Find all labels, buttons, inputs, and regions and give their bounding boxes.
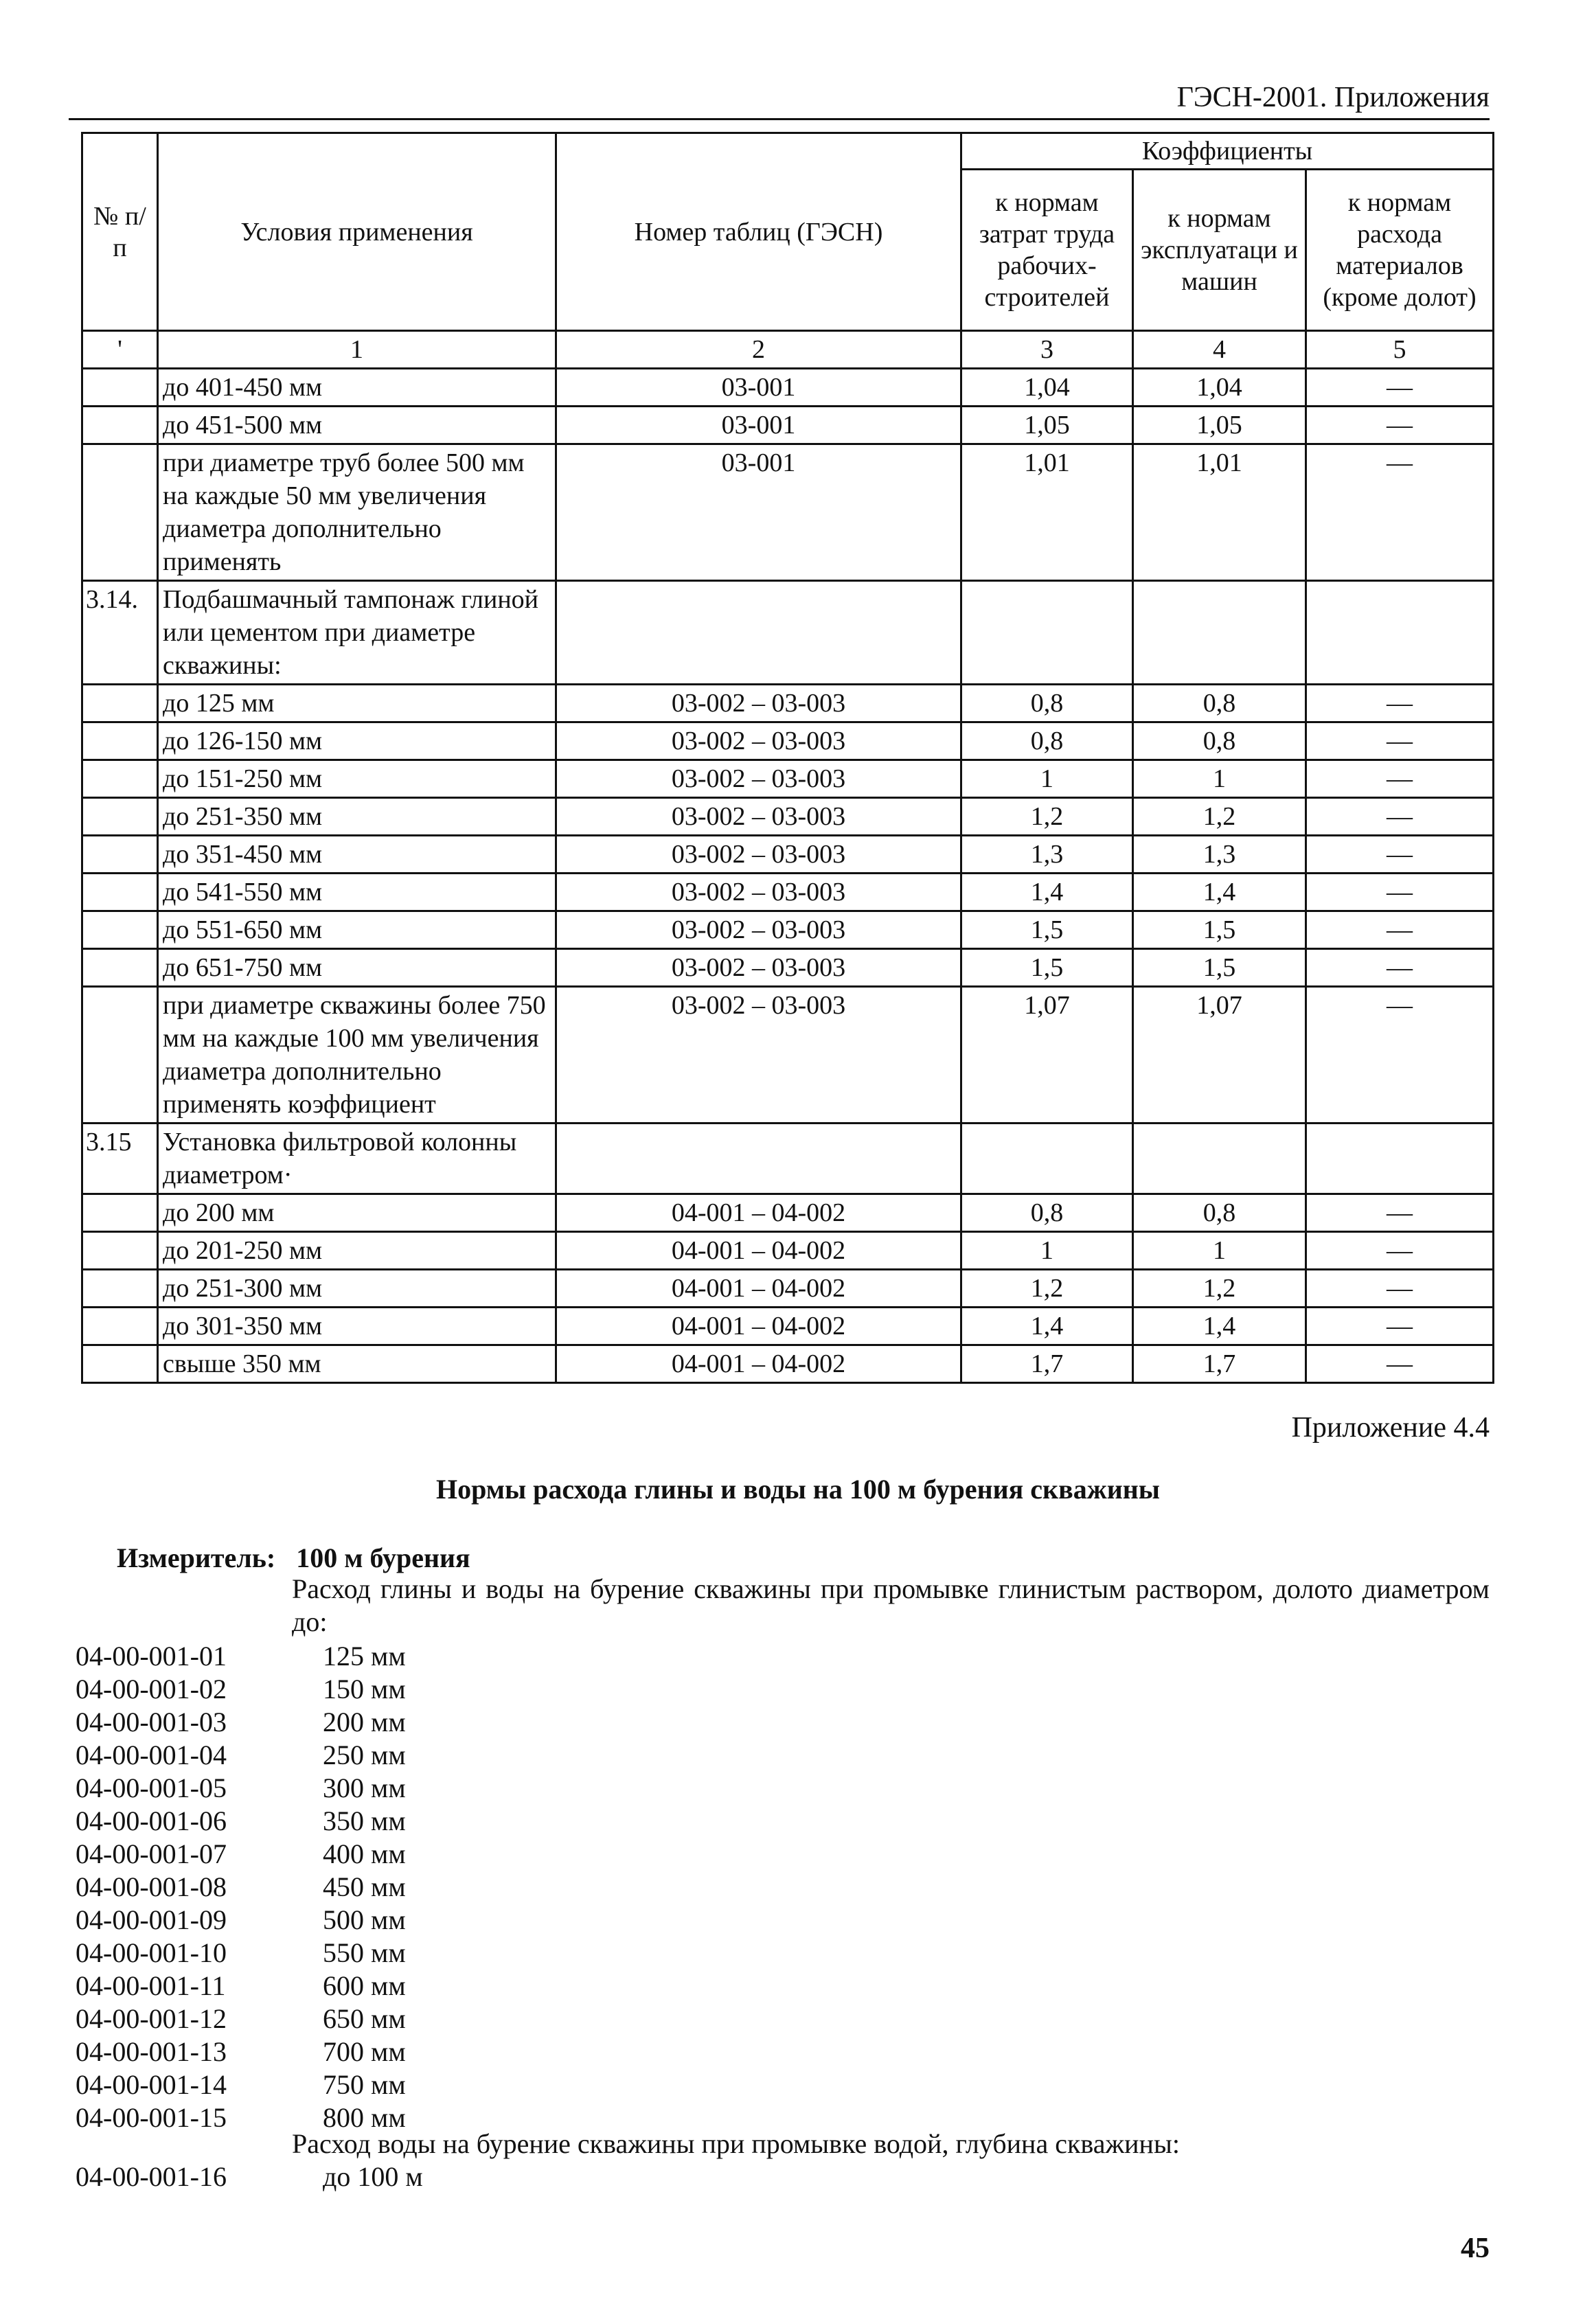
header-conditions: Условия применения [158,133,556,331]
page-number: 45 [1461,2233,1490,2264]
row-number [82,444,158,581]
row-labor-coef: 1,07 [961,987,1133,1124]
item-code: 04-00-001-05 [76,1772,227,1803]
item-value: 400 мм [323,1838,406,1869]
row-machine-coef: 0,8 [1133,722,1306,760]
table-row [82,1232,1494,1270]
row-material-coef: — [1306,760,1494,798]
row-labor-coef: 1,4 [961,1308,1133,1345]
row-condition: Установка фильтровой колонны диаметром· [158,1124,556,1194]
row-material-coef: — [1306,911,1494,949]
item-value: 800 мм [323,2102,406,2133]
code-list-item [76,1904,406,1937]
colnum-0: ' [82,331,158,369]
row-condition: до 251-300 мм [158,1270,556,1308]
row-condition: Подбашмачный тампонаж глиной или цементом при диаметре скважины: [158,581,556,685]
item-code: 04-00-001-14 [76,2069,227,2100]
row-number [82,1270,158,1308]
row-labor-coef [961,581,1133,685]
code-list-item [76,1673,406,1706]
row-number: 3.15 [82,1124,158,1194]
table-row [82,369,1494,407]
row-number [82,722,158,760]
row-condition: до 551-650 мм [158,911,556,949]
row-material-coef: — [1306,1308,1494,1345]
row-condition: до 301-350 мм [158,1308,556,1345]
table-row [82,722,1494,760]
code-list [76,1640,406,2134]
row-machine-coef [1133,581,1306,685]
table-row [82,1308,1494,1345]
row-material-coef: — [1306,444,1494,581]
item-code: 04-00-001-02 [76,1674,227,1704]
row-labor-coef [961,1124,1133,1194]
row-labor-coef: 1,5 [961,911,1133,949]
row-number [82,1232,158,1270]
row-condition: до 151-250 мм [158,760,556,798]
header-materials: к нормам расхода материалов (кроме долот) [1306,170,1494,331]
row-condition: до 201-250 мм [158,1232,556,1270]
item-code: 04-00-001-13 [76,2036,227,2067]
colnum-3: 3 [961,331,1133,369]
row-material-coef: — [1306,949,1494,987]
row-condition: до 125 мм [158,685,556,722]
row-condition: до 200 мм [158,1194,556,1232]
row-material-coef: — [1306,685,1494,722]
table-row [82,760,1494,798]
item-value: 300 мм [323,1772,406,1803]
table-row [82,444,1494,581]
code-list-item [76,1937,406,1970]
row-machine-coef: 1,3 [1133,836,1306,874]
row-table-number: 04-001 – 04-002 [556,1345,961,1383]
row-condition: до 126-150 мм [158,722,556,760]
code-list-item [76,2035,406,2068]
item-code: 04-00-001-12 [76,2003,227,2034]
measure-value: 100 м бурения [296,1542,470,1573]
header-labor: к нормам затрат труда рабочих-строителей [961,170,1133,331]
row-table-number [556,1124,961,1194]
row-machine-coef: 1,07 [1133,987,1306,1124]
row-number [82,407,158,444]
item-value: 700 мм [323,2036,406,2067]
row-number [82,685,158,722]
row-table-number: 03-002 – 03-003 [556,987,961,1124]
row-condition: при диаметре труб более 500 мм на каждые 50 мм увеличения диаметра дополнительно применять [158,444,556,581]
measure-label: Измеритель: [117,1542,276,1573]
row-condition: до 651-750 мм [158,949,556,987]
row-material-coef: — [1306,407,1494,444]
row-condition: до 451-500 мм [158,407,556,444]
code-list-item [76,2068,406,2101]
row-table-number: 03-002 – 03-003 [556,798,961,836]
colnum-5: 5 [1306,331,1494,369]
colnum-4: 4 [1133,331,1306,369]
item-value: 650 мм [323,2003,406,2034]
row-table-number: 03-002 – 03-003 [556,874,961,911]
row-labor-coef: 1,3 [961,836,1133,874]
item-value: 150 мм [323,1674,406,1704]
item-value: 200 мм [323,1707,406,1737]
table-body [82,369,1494,1383]
item-value: 450 мм [323,1871,406,1902]
colnum-2: 2 [556,331,961,369]
row-labor-coef: 1,05 [961,407,1133,444]
row-machine-coef: 0,8 [1133,1194,1306,1232]
row-table-number: 03-002 – 03-003 [556,949,961,987]
row-machine-coef: 1,2 [1133,798,1306,836]
row-labor-coef: 1 [961,760,1133,798]
row-labor-coef: 1,2 [961,798,1133,836]
row-condition: свыше 350 мм [158,1345,556,1383]
table-header [82,133,1494,369]
table-row [82,1124,1494,1194]
row-table-number: 03-001 [556,407,961,444]
row-machine-coef: 1 [1133,1232,1306,1270]
item-code: 04-00-001-10 [76,1937,227,1968]
row-labor-coef: 1,2 [961,1270,1133,1308]
row-number [82,874,158,911]
header-divider [69,118,1490,120]
code-list-item [76,1805,406,1838]
row-material-coef: — [1306,798,1494,836]
row-material-coef: — [1306,1194,1494,1232]
row-condition: при диаметре скважины более 750 мм на каждые 100 мм увеличения диаметра дополнительно применять коэффициент [158,987,556,1124]
row-labor-coef: 1,5 [961,949,1133,987]
item-value: 250 мм [323,1740,406,1770]
row-table-number: 04-001 – 04-002 [556,1270,961,1308]
row-labor-coef: 0,8 [961,722,1133,760]
item-code: 04-00-001-15 [76,2102,227,2133]
row-material-coef: — [1306,1232,1494,1270]
row-labor-coef: 1,4 [961,874,1133,911]
row-table-number: 04-001 – 04-002 [556,1232,961,1270]
row-number [82,1308,158,1345]
table-row [82,581,1494,685]
row-table-number: 04-001 – 04-002 [556,1308,961,1345]
row-material-coef [1306,1124,1494,1194]
row-machine-coef: 1,04 [1133,369,1306,407]
code-list-item [76,1838,406,1871]
code-list-item [76,1970,406,2003]
row-number [82,798,158,836]
row-number [82,760,158,798]
row-labor-coef: 1,7 [961,1345,1133,1383]
colnum-1: 1 [158,331,556,369]
item-value: 550 мм [323,1937,406,1968]
table-row [82,987,1494,1124]
row-machine-coef [1133,1124,1306,1194]
item-code: 04-00-001-06 [76,1805,227,1836]
water-description: Расход воды на бурение скважины при промывке водой, глубина скважины: [292,2128,1180,2159]
row-labor-coef: 0,8 [961,685,1133,722]
row-material-coef [1306,581,1494,685]
running-header: ГЭСН-2001. Приложения [1176,82,1490,113]
row-table-number: 03-002 – 03-003 [556,722,961,760]
table-row [82,1194,1494,1232]
row-machine-coef: 1,4 [1133,874,1306,911]
table-row [82,911,1494,949]
column-numbers-row [82,331,1494,369]
table-row [82,949,1494,987]
item-code: 04-00-001-07 [76,1838,227,1869]
row-machine-coef: 1,2 [1133,1270,1306,1308]
clay-description: Расход глины и воды на бурение скважины при промывке глинистым раствором, долото диаметром до: [292,1573,1490,1637]
row-number: 3.14. [82,581,158,685]
row-machine-coef: 1,05 [1133,407,1306,444]
item-code: 04-00-001-03 [76,1707,227,1737]
item-value: 600 мм [323,1970,406,2001]
header-no: № п/п [82,133,158,331]
row-material-coef: — [1306,987,1494,1124]
item-code: 04-00-001-08 [76,1871,227,1902]
row-material-coef: — [1306,1270,1494,1308]
table-row [82,874,1494,911]
appendix-label: Приложение 4.4 [1291,1412,1490,1444]
row-table-number: 03-002 – 03-003 [556,760,961,798]
row-material-coef: — [1306,722,1494,760]
table-row [82,1345,1494,1383]
row-number [82,836,158,874]
row-machine-coef: 1,5 [1133,949,1306,987]
row-number [82,1345,158,1383]
row-machine-coef: 0,8 [1133,685,1306,722]
table-row [82,685,1494,722]
row-table-number [556,581,961,685]
row-labor-coef: 0,8 [961,1194,1133,1232]
row-labor-coef: 1 [961,1232,1133,1270]
coefficients-table [81,132,1494,1384]
row-number [82,949,158,987]
header-table-no: Номер таблиц (ГЭСН) [556,133,961,331]
header-coefficients: Коэффициенты [961,133,1494,170]
item-code: 04-00-001-16 [76,2161,227,2192]
row-labor-coef: 1,04 [961,369,1133,407]
row-table-number: 03-001 [556,369,961,407]
row-table-number: 03-002 – 03-003 [556,836,961,874]
row-material-coef: — [1306,369,1494,407]
table-row [82,798,1494,836]
row-condition: до 541-550 мм [158,874,556,911]
row-number [82,1194,158,1232]
row-number [82,369,158,407]
item-value: 125 мм [323,1641,406,1672]
row-condition: до 251-350 мм [158,798,556,836]
code-list-item [76,1772,406,1805]
header-machines: к нормам эксплуатаци и машин [1133,170,1306,331]
code-list-item [76,1706,406,1739]
row-machine-coef: 1,4 [1133,1308,1306,1345]
row-table-number: 03-002 – 03-003 [556,685,961,722]
row-labor-coef: 1,01 [961,444,1133,581]
row-condition: до 401-450 мм [158,369,556,407]
row-machine-coef: 1,01 [1133,444,1306,581]
item-value: 350 мм [323,1805,406,1836]
code-list-item [76,1640,406,1673]
section-title: Нормы расхода глины и воды на 100 м бурения скважины [435,1474,1161,1505]
row-material-coef: — [1306,836,1494,874]
item-code: 04-00-001-11 [76,1970,226,2001]
table-row [82,836,1494,874]
row-machine-coef: 1,5 [1133,911,1306,949]
code-list-item [76,2160,423,2193]
item-code: 04-00-001-01 [76,1641,227,1672]
item-value: до 100 м [323,2161,423,2192]
row-number [82,987,158,1124]
table-row [82,407,1494,444]
row-table-number: 03-001 [556,444,961,581]
measure-line [117,1542,470,1574]
row-condition: до 351-450 мм [158,836,556,874]
item-value: 750 мм [323,2069,406,2100]
row-table-number: 03-002 – 03-003 [556,911,961,949]
code-list-item [76,1739,406,1772]
row-material-coef: — [1306,1345,1494,1383]
row-number [82,911,158,949]
table-row [82,1270,1494,1308]
item-code: 04-00-001-09 [76,1904,227,1935]
code-list-item [76,1871,406,1904]
row-machine-coef: 1,7 [1133,1345,1306,1383]
row-material-coef: — [1306,874,1494,911]
item-value: 500 мм [323,1904,406,1935]
item-code: 04-00-001-04 [76,1740,227,1770]
row-table-number: 04-001 – 04-002 [556,1194,961,1232]
row-machine-coef: 1 [1133,760,1306,798]
code-list-item [76,2003,406,2035]
